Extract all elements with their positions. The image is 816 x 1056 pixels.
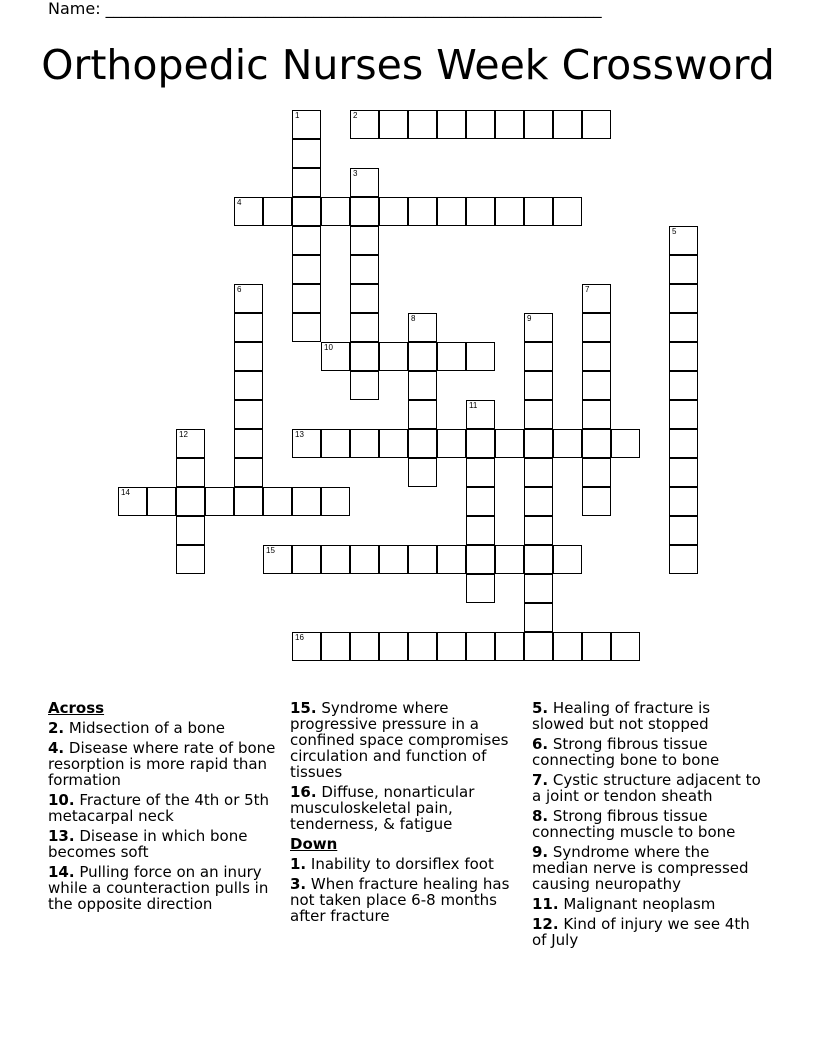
across-heading: Across <box>48 699 105 717</box>
crossword-cell[interactable] <box>582 342 611 371</box>
crossword-cell[interactable] <box>379 632 408 661</box>
clue-across-2: 2. Midsection of a bone <box>48 719 225 737</box>
crossword-cell[interactable] <box>234 342 263 371</box>
crossword-cell[interactable] <box>524 313 553 342</box>
crossword-cell[interactable] <box>292 632 321 661</box>
crossword-cell[interactable] <box>292 545 321 574</box>
clue-down-11: 11. Malignant neoplasm <box>532 895 716 913</box>
crossword-cell[interactable] <box>379 110 408 139</box>
clue-number: 11 <box>469 401 478 410</box>
crossword-cell[interactable] <box>379 342 408 371</box>
crossword-cell[interactable] <box>321 632 350 661</box>
crossword-cell[interactable] <box>408 545 437 574</box>
crossword-cell[interactable] <box>582 429 611 458</box>
crossword-cell[interactable] <box>205 487 234 516</box>
crossword-cell[interactable] <box>466 458 495 487</box>
clue-across-13: 13. Disease in which bone becomes soft <box>48 827 248 861</box>
crossword-cell[interactable] <box>611 632 640 661</box>
crossword-cell[interactable] <box>292 313 321 342</box>
clue-number: 2 <box>353 111 358 120</box>
crossword-cell[interactable] <box>408 313 437 342</box>
crossword-cell[interactable] <box>437 429 466 458</box>
crossword-cell[interactable] <box>466 545 495 574</box>
crossword-cell[interactable] <box>669 313 698 342</box>
crossword-cell[interactable] <box>321 545 350 574</box>
crossword-cell[interactable] <box>524 603 553 632</box>
crossword-cell[interactable] <box>176 545 205 574</box>
crossword-cell[interactable] <box>147 487 176 516</box>
clue-across-16: 16. Diffuse, nonarticular musculoskeletal pain, tenderness, & fatigue <box>290 783 475 833</box>
crossword-cell[interactable] <box>176 487 205 516</box>
crossword-cell[interactable] <box>582 400 611 429</box>
crossword-cell[interactable] <box>669 284 698 313</box>
crossword-cell[interactable] <box>234 487 263 516</box>
crossword-cell[interactable] <box>524 545 553 574</box>
clue-number: 15 <box>266 546 275 555</box>
clue-down-8: 8. Strong fibrous tissue connecting muscle to bone <box>532 807 736 841</box>
crossword-cell[interactable] <box>350 226 379 255</box>
crossword-cell[interactable] <box>176 429 205 458</box>
clue-number: 7 <box>585 285 590 294</box>
crossword-cell[interactable] <box>234 313 263 342</box>
clue-down-7: 7. Cystic structure adjacent to a joint or tendon sheath <box>532 771 761 805</box>
crossword-cell[interactable] <box>437 342 466 371</box>
crossword-cell[interactable] <box>118 487 147 516</box>
crossword-cell[interactable] <box>292 197 321 226</box>
crossword-cell[interactable] <box>321 487 350 516</box>
clue-down-3: 3. When fracture healing has not taken place 6-8 months after fracture <box>290 875 510 925</box>
clue-down-9: 9. Syndrome where the median nerve is compressed causing neuropathy <box>532 843 749 893</box>
crossword-cell[interactable] <box>437 632 466 661</box>
crossword-cell[interactable] <box>292 110 321 139</box>
crossword-cell[interactable] <box>350 168 379 197</box>
crossword-cell[interactable] <box>292 487 321 516</box>
crossword-cell[interactable] <box>263 197 292 226</box>
crossword-cell[interactable] <box>379 545 408 574</box>
crossword-cell[interactable] <box>350 284 379 313</box>
clue-number: 16 <box>295 633 304 642</box>
crossword-cell[interactable] <box>669 255 698 284</box>
crossword-cell[interactable] <box>466 516 495 545</box>
crossword-cell[interactable] <box>350 255 379 284</box>
crossword-cell[interactable] <box>234 284 263 313</box>
clue-down-12: 12. Kind of injury we see 4th of July <box>532 915 750 949</box>
crossword-cell[interactable] <box>437 197 466 226</box>
crossword-cell[interactable] <box>379 429 408 458</box>
crossword-cell[interactable] <box>524 371 553 400</box>
crossword-cell[interactable] <box>321 342 350 371</box>
clue-number: 10 <box>324 343 333 352</box>
crossword-cell[interactable] <box>495 197 524 226</box>
crossword-cell[interactable] <box>582 110 611 139</box>
crossword-cell[interactable] <box>408 632 437 661</box>
crossword-cell[interactable] <box>466 400 495 429</box>
crossword-cell[interactable] <box>408 400 437 429</box>
crossword-cell[interactable] <box>495 545 524 574</box>
crossword-cell[interactable] <box>582 313 611 342</box>
crossword-cell[interactable] <box>321 197 350 226</box>
crossword-cell[interactable] <box>321 429 350 458</box>
clue-across-4: 4. Disease where rate of bone resorption is more rapid than formation <box>48 739 276 789</box>
crossword-cell[interactable] <box>234 429 263 458</box>
clue-down-1: 1. Inability to dorsiflex foot <box>290 855 494 873</box>
crossword-cell[interactable] <box>582 632 611 661</box>
crossword-cell[interactable] <box>669 226 698 255</box>
clue-number: 13 <box>295 430 304 439</box>
crossword-cell[interactable] <box>379 197 408 226</box>
crossword-cell[interactable] <box>350 110 379 139</box>
crossword-cell[interactable] <box>553 632 582 661</box>
crossword-cell[interactable] <box>669 545 698 574</box>
clue-number: 6 <box>237 285 242 294</box>
crossword-cell[interactable] <box>292 284 321 313</box>
clue-number: 14 <box>121 488 130 497</box>
crossword-cell[interactable] <box>350 429 379 458</box>
crossword-cell[interactable] <box>437 110 466 139</box>
clue-across-10: 10. Fracture of the 4th or 5th metacarpal neck <box>48 791 270 825</box>
crossword-cell[interactable] <box>292 226 321 255</box>
crossword-cell[interactable] <box>350 545 379 574</box>
crossword-cell[interactable] <box>350 371 379 400</box>
clue-number: 9 <box>527 314 532 323</box>
clue-number: 3 <box>353 169 358 178</box>
crossword-cell[interactable] <box>611 429 640 458</box>
crossword-cell[interactable] <box>495 429 524 458</box>
crossword-cell[interactable] <box>582 284 611 313</box>
clue-down-5: 5. Healing of fracture is slowed but not stopped <box>532 699 711 733</box>
clue-across-15: 15. Syndrome where progressive pressure in a confined space compromises circulation and function of tissues <box>290 699 509 781</box>
crossword-cell[interactable] <box>524 632 553 661</box>
clue-number: 8 <box>411 314 416 323</box>
crossword-cell[interactable] <box>524 574 553 603</box>
clue-down-6: 6. Strong fibrous tissue connecting bone to bone <box>532 735 720 769</box>
crossword-cell[interactable] <box>234 197 263 226</box>
crossword-cell[interactable] <box>466 487 495 516</box>
clue-number: 1 <box>295 111 300 120</box>
clues-column-1 <box>48 700 278 916</box>
clue-number: 12 <box>179 430 188 439</box>
crossword-cell[interactable] <box>466 110 495 139</box>
crossword-cell[interactable] <box>553 197 582 226</box>
crossword-cell[interactable] <box>466 429 495 458</box>
crossword-cell[interactable] <box>669 342 698 371</box>
crossword-cell[interactable] <box>292 139 321 168</box>
crossword-cell[interactable] <box>408 429 437 458</box>
crossword-cell[interactable] <box>350 632 379 661</box>
crossword-cell[interactable] <box>524 429 553 458</box>
crossword-cell[interactable] <box>234 371 263 400</box>
crossword-cell[interactable] <box>524 342 553 371</box>
clue-number: 4 <box>237 198 242 207</box>
crossword-cell[interactable] <box>495 110 524 139</box>
crossword-cell[interactable] <box>408 371 437 400</box>
crossword-cell[interactable] <box>292 168 321 197</box>
crossword-cell[interactable] <box>466 574 495 603</box>
crossword-cell[interactable] <box>669 516 698 545</box>
crossword-cell[interactable] <box>234 400 263 429</box>
crossword-cell[interactable] <box>669 371 698 400</box>
crossword-cell[interactable] <box>582 487 611 516</box>
crossword-cell[interactable] <box>176 458 205 487</box>
crossword-cell[interactable] <box>408 458 437 487</box>
crossword-cell[interactable] <box>292 429 321 458</box>
crossword-cell[interactable] <box>350 197 379 226</box>
clues-column-3 <box>532 700 762 952</box>
crossword-cell[interactable] <box>524 110 553 139</box>
crossword-cell[interactable] <box>466 342 495 371</box>
crossword-cell[interactable] <box>350 342 379 371</box>
name-field: Name: ______________________________________________________________ <box>48 0 602 18</box>
crossword-cell[interactable] <box>466 632 495 661</box>
crossword-cell[interactable] <box>669 458 698 487</box>
crossword-cell[interactable] <box>263 545 292 574</box>
crossword-cell[interactable] <box>263 487 292 516</box>
crossword-cell[interactable] <box>495 632 524 661</box>
crossword-cell[interactable] <box>292 255 321 284</box>
crossword-cell[interactable] <box>408 110 437 139</box>
crossword-cell[interactable] <box>669 429 698 458</box>
crossword-cell[interactable] <box>466 197 495 226</box>
clues-column-2 <box>290 700 515 928</box>
crossword-cell[interactable] <box>524 197 553 226</box>
crossword-cell[interactable] <box>524 516 553 545</box>
page-title: Orthopedic Nurses Week Crossword <box>41 41 775 89</box>
clue-number: 5 <box>672 227 677 236</box>
crossword-cell[interactable] <box>408 342 437 371</box>
crossword-cell[interactable] <box>553 545 582 574</box>
crossword-cell[interactable] <box>582 371 611 400</box>
crossword-cell[interactable] <box>582 458 611 487</box>
crossword-cell[interactable] <box>524 400 553 429</box>
clue-across-14: 14. Pulling force on an inury while a counteraction pulls in the opposite direction <box>48 863 269 913</box>
crossword-cell[interactable] <box>234 458 263 487</box>
crossword-cell[interactable] <box>350 313 379 342</box>
crossword-cell[interactable] <box>669 487 698 516</box>
down-heading: Down <box>290 835 338 853</box>
crossword-cell[interactable] <box>408 197 437 226</box>
crossword-cell[interactable] <box>669 400 698 429</box>
crossword-cell[interactable] <box>524 458 553 487</box>
crossword-cell[interactable] <box>437 545 466 574</box>
crossword-cell[interactable] <box>524 487 553 516</box>
crossword-cell[interactable] <box>553 110 582 139</box>
crossword-cell[interactable] <box>176 516 205 545</box>
crossword-cell[interactable] <box>553 429 582 458</box>
